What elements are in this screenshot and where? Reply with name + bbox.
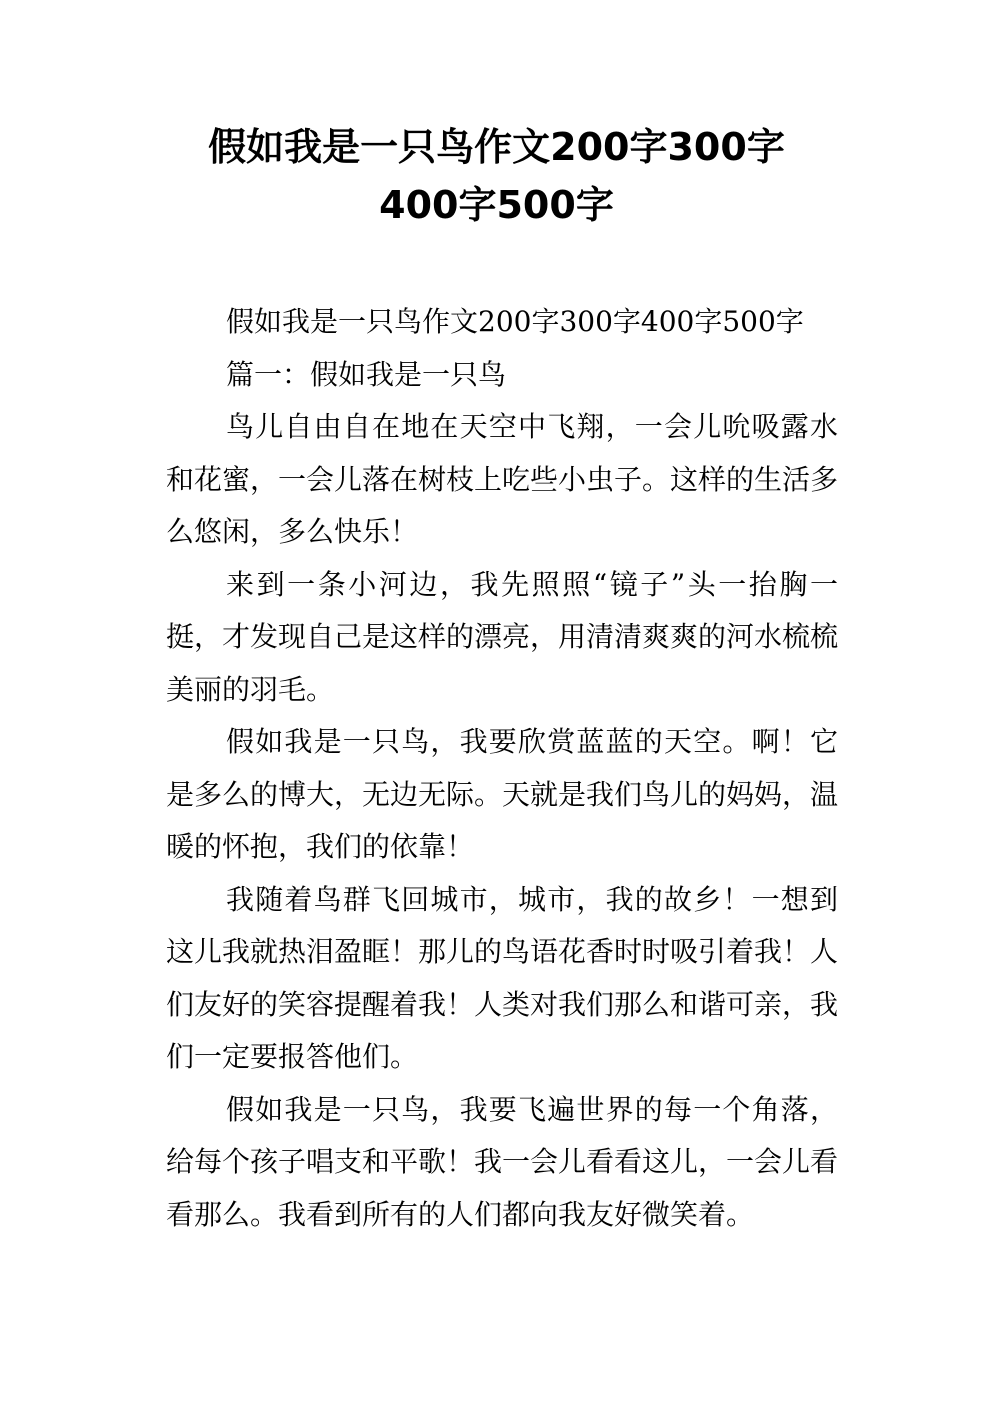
paragraph-section-heading: 篇一：假如我是一只鸟 xyxy=(226,357,507,391)
document-title xyxy=(120,118,873,234)
document-body xyxy=(166,296,838,1241)
paragraph-1: 鸟儿自由自在地在天空中飞翔，一会儿吮吸露水和花蜜，一会儿落在树枝上吃些小虫子。这样的生活多么悠闲，多么快乐！ xyxy=(166,410,839,548)
paragraph-2: 来到一条小河边，我先照照“镜子”头一抬胸一挺，才发现自己是这样的漂亮，用清清爽爽的河水梳梳美丽的羽毛。 xyxy=(166,567,839,706)
title-line-2: 400字500字 xyxy=(379,183,614,227)
title-line-1: 假如我是一只鸟作文200字300字 xyxy=(208,125,785,169)
paragraph-intro: 假如我是一只鸟作文200字300字400字500字 xyxy=(226,305,804,338)
paragraph-3: 假如我是一只鸟，我要欣赏蓝蓝的天空。啊！它是多么的博大，无边无际。天就是我们鸟儿的妈妈，温暖的怀抱，我们的依靠！ xyxy=(166,725,839,863)
paragraph-4: 我随着鸟群飞回城市，城市，我的故乡！一想到这儿我就热泪盈眶！那儿的鸟语花香时时吸引着我！人们友好的笑容提醒着我！人类对我们那么和谐可亲，我们一定要报答他们。 xyxy=(166,882,839,1073)
paragraph-5: 假如我是一只鸟，我要飞遍世界的每一个角落，给每个孩子唱支和平歌！我一会儿看看这儿，一会儿看看那么。我看到所有的人们都向我友好微笑着。 xyxy=(166,1092,839,1231)
